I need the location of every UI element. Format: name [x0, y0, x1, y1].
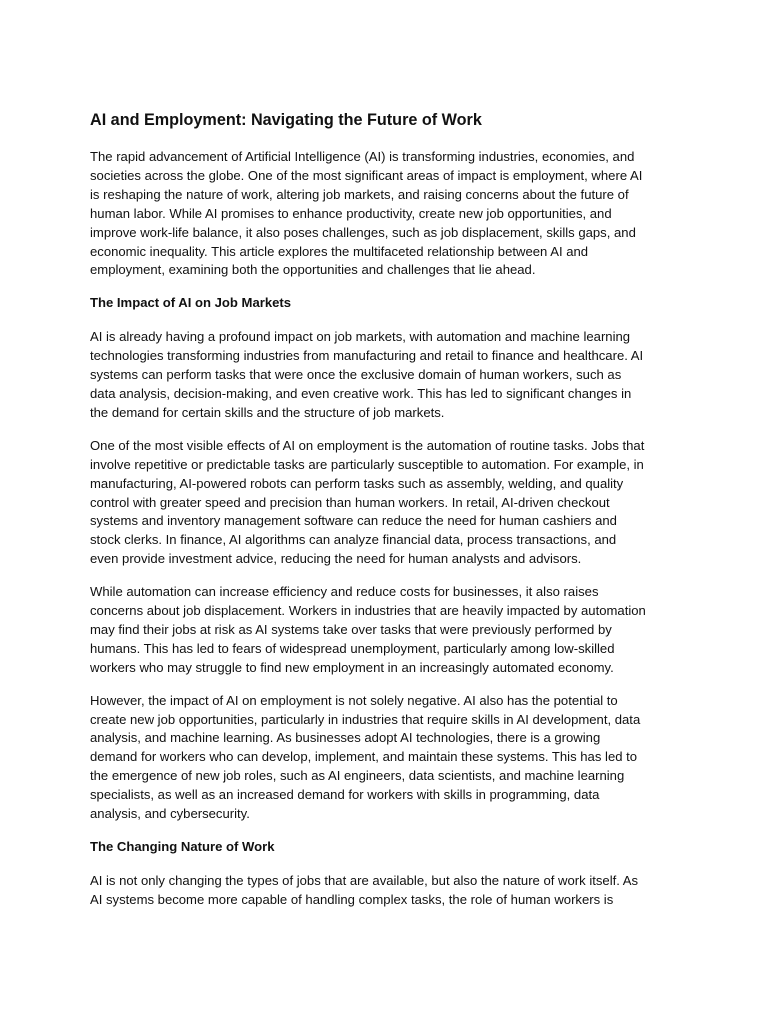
text-line: AI is not only changing the types of jobs that are available, but also the nature of work itself. As — [90, 872, 639, 888]
text-line: societies across the globe. One of the most significant areas of impact is employment, where AI — [90, 167, 643, 183]
document-title: AI and Employment: Navigating the Future of Work — [90, 111, 482, 129]
text-line: is reshaping the nature of work, altering job markets, and raising concerns about the future of — [90, 186, 629, 202]
text-line: humans. This has led to fears of widespread unemployment, particularly among low-skilled — [90, 640, 615, 656]
text-line: the emergence of new job roles, such as AI engineers, data scientists, and machine learning — [90, 768, 625, 784]
intro-paragraph — [90, 148, 682, 280]
text-line: One of the most visible effects of AI on employment is the automation of routine tasks. Jobs that — [90, 437, 645, 453]
text-line: The rapid advancement of Artificial Intelligence (AI) is transforming industries, economies, and — [90, 149, 635, 164]
text-line: systems and inventory management software can reduce the need for human cashiers and — [90, 513, 617, 529]
text-line: data analysis, decision-making, and even creative work. This has led to significant changes in — [90, 385, 632, 401]
text-line: technologies transforming industries from manufacturing and retail to finance and healthcare. AI — [90, 348, 644, 364]
text-line: control with greater speed and precision than human workers. In retail, AI-driven checkout — [90, 494, 610, 510]
text-line: manufacturing, AI-powered robots can perform tasks such as assembly, welding, and quality — [90, 475, 624, 491]
job-markets-paragraph-4 — [90, 692, 682, 824]
job-markets-paragraph-3 — [90, 583, 682, 678]
text-line: However, the impact of AI on employment is not solely negative. AI also has the potential to — [90, 692, 618, 708]
section-heading-nature-of-work: The Changing Nature of Work — [90, 839, 275, 854]
nature-of-work-paragraph-1 — [90, 872, 682, 910]
text-line: even provide investment advice, reducing the need for human analysts and advisors. — [90, 551, 582, 567]
text-line: AI is already having a profound impact on job markets, with automation and machine learning — [90, 329, 631, 345]
job-markets-paragraph-2 — [90, 437, 682, 569]
text-line: human labor. While AI promises to enhance productivity, create new job opportunities, and — [90, 205, 612, 221]
text-line: demand for workers who can develop, implement, and maintain these systems. This has led to — [90, 749, 638, 765]
text-line: create new job opportunities, particularly in industries that require skills in AI development, data — [90, 711, 641, 727]
text-line: analysis, and machine learning. As businesses adopt AI technologies, there is a growing — [90, 730, 601, 746]
text-line: While automation can increase efficiency and reduce costs for businesses, it also raises — [90, 584, 599, 600]
text-line: economic inequality. This article explores the multifaceted relationship between AI and — [90, 243, 589, 259]
text-line: workers who may struggle to find new employment in an increasingly automated economy. — [90, 659, 614, 675]
text-line: improve work-life balance, it also poses challenges, such as job displacement, skills gaps, and — [90, 224, 636, 240]
text-line: systems can perform tasks that were once the exclusive domain of human workers, such as — [90, 367, 622, 383]
section-heading-job-markets: The Impact of AI on Job Markets — [90, 295, 292, 311]
text-line: stock clerks. In finance, AI algorithms can analyze financial data, process transactions, and — [90, 532, 617, 548]
text-line: may find their jobs at risk as AI systems take over tasks that were previously performed by — [90, 621, 612, 637]
text-line: AI systems become more capable of handling complex tasks, the role of human workers is — [90, 891, 614, 907]
text-line: the demand for certain skills and the structure of job markets. — [90, 404, 445, 420]
job-markets-paragraph-1 — [90, 328, 682, 423]
text-line: specialists, as well as an increased demand for workers with skills in programming, data — [90, 787, 600, 803]
text-line: involve repetitive or predictable tasks are particularly susceptible to automation. For example, in — [90, 456, 644, 472]
text-line: analysis, and cybersecurity. — [90, 806, 250, 822]
text-line: concerns about job displacement. Workers in industries that are heavily impacted by automation — [90, 603, 646, 619]
text-line: employment, examining both the opportunities and challenges that lie ahead. — [90, 262, 536, 278]
document-page — [90, 108, 682, 924]
